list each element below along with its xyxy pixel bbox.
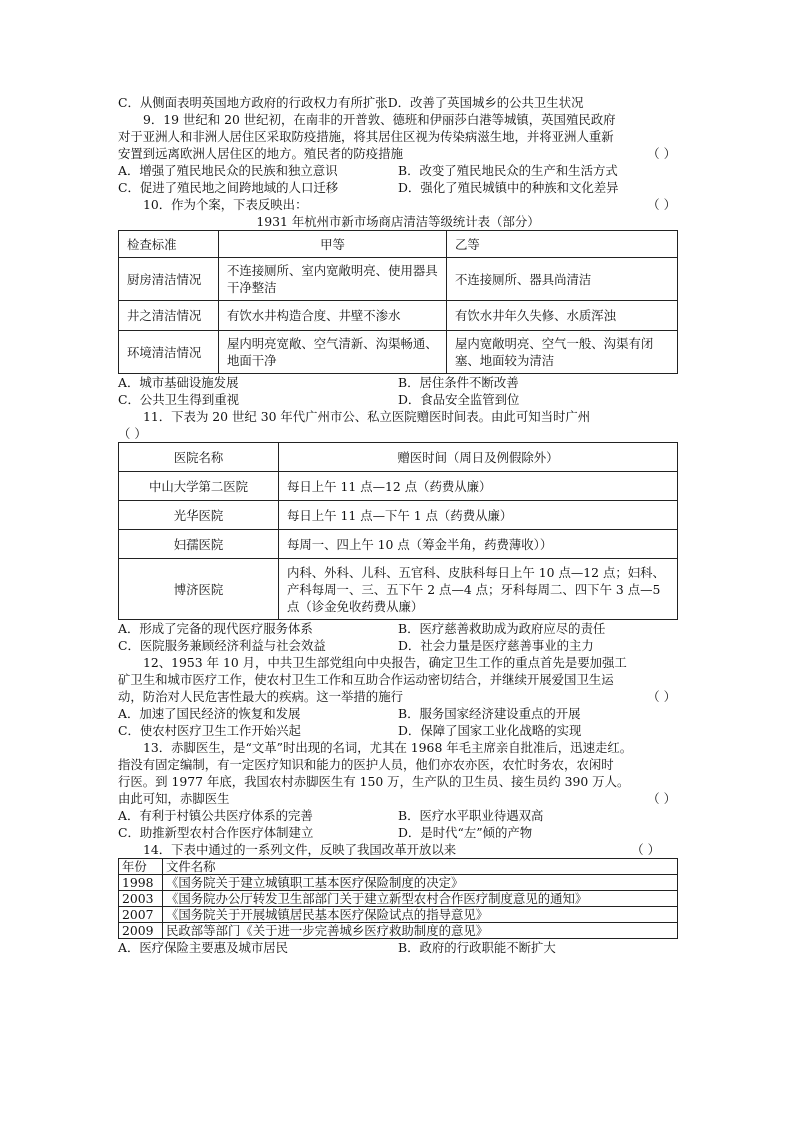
option-a: A．增强了殖民地民众的民族和独立意识	[118, 163, 338, 178]
option-c: C．使农村医疗卫生工作开始兴起	[118, 723, 301, 738]
table-header-cell: 检查标准	[119, 231, 219, 258]
table-header-cell: 文件名称	[163, 859, 678, 875]
table-caption: 1931 年杭州市新市场商店清洁等级统计表（部分）	[256, 214, 540, 229]
option-c: C．促进了殖民地之间跨地域的人口迁移	[118, 180, 339, 195]
option-row	[118, 374, 678, 391]
question-13	[118, 739, 678, 841]
question-stem-line: 13．赤脚医生，是“文革”时出现的名词，尤其在 1968 年毛主席亲自批准后，迅速走红。	[143, 740, 633, 755]
question-14	[118, 841, 678, 956]
table-cell: 2007	[119, 907, 163, 923]
hospital-table	[118, 442, 678, 620]
table-header-row	[119, 231, 678, 258]
cleanliness-table	[118, 230, 678, 374]
option-row	[118, 179, 678, 196]
question-stem-line	[118, 841, 678, 858]
table-cell: 《国务院关于建立城镇职工基本医疗保险制度的决定》	[163, 875, 678, 891]
exam-page	[118, 94, 678, 956]
option-row	[118, 620, 678, 637]
question-stem-line: 12、1953 年 10 月，中共卫生部党组向中央报告，确定卫生工作的重点首先是要加强工	[143, 655, 627, 670]
table-row	[119, 530, 678, 559]
policy-table	[118, 858, 678, 939]
option-c: C．公共卫生得到重视	[118, 392, 239, 407]
option-a: A．医疗保险主要惠及城市居民	[118, 940, 289, 955]
option-c: C．从侧面表明英国地方政府的行政权力有所扩张	[118, 95, 388, 110]
table-cell: 2009	[119, 923, 163, 939]
table-row	[119, 501, 678, 530]
question-stem-line	[118, 688, 678, 705]
table-cell: 光华医院	[119, 501, 279, 530]
option-row	[118, 824, 678, 841]
table-cell: 《国务院办公厅转发卫生部部门关于建立新型农村合作医疗制度意见的通知》	[163, 891, 678, 907]
answer-paren: （ ）	[647, 689, 676, 704]
table-cell: 妇孺医院	[119, 530, 279, 559]
question-stem-line	[118, 790, 678, 807]
question-stem-line: 对于亚洲人和非洲人居住区采取防疫措施，将其居住区视为传染病滋生地，并将亚洲人重新	[118, 129, 614, 144]
table-cell: 2003	[119, 891, 163, 907]
question-stem-text: 10．作为个案，下表反映出：	[143, 197, 308, 212]
table-cell: 每日上午 11 点—12 点（药费从廉）	[279, 472, 678, 501]
table-cell: 1998	[119, 875, 163, 891]
option-row	[118, 162, 678, 179]
table-header-cell: 乙等	[447, 231, 678, 258]
question-10	[118, 196, 678, 408]
question-stem-text: 安置到远离欧洲人居住区的地方。殖民者的防疫措施	[118, 146, 403, 161]
option-d: D．保障了国家工业化战略的实现	[398, 723, 582, 738]
question-stem-line	[118, 196, 678, 213]
option-row	[118, 637, 678, 654]
table-row	[119, 907, 678, 923]
option-row	[118, 939, 678, 956]
table-cell: 每日上午 11 点—下午 1 点（药费从廉）	[279, 501, 678, 530]
option-b: B．政府的行政职能不断扩大	[398, 940, 556, 955]
option-d: D．改善了英国城乡的公共卫生状况	[387, 95, 584, 110]
table-header-cell: 甲等	[219, 231, 447, 258]
option-c: C．助推新型农村合作医疗体制建立	[118, 825, 314, 840]
question-stem-text: 动，防治对人民危害性最大的疾病。这一举措的施行	[118, 689, 403, 704]
table-header-cell: 年份	[119, 859, 163, 875]
table-row	[119, 301, 678, 331]
option-d: D．强化了殖民城镇中的种族和文化差异	[398, 180, 619, 195]
option-b: B．居住条件不断改善	[398, 375, 519, 390]
table-cell: 内科、外科、儿科、五官科、皮肤科每日上午 10 点—12 点；妇科、产科每周一、三、五下午 2 点—4 点；牙科每周二、四下午 3 点—5 点（诊金免收药费从廉）	[279, 559, 678, 620]
prev-question-options	[118, 94, 678, 111]
table-row	[119, 258, 678, 301]
table-row	[119, 923, 678, 939]
table-cell: 环境清洁情况	[119, 331, 219, 374]
table-header-cell: 医院名称	[119, 443, 279, 472]
question-stem-line: 指没有固定编制，有一定医疗知识和能力的医护人员，他们亦农亦医，农忙时务农，农闲时	[118, 757, 614, 772]
option-a: A．形成了完备的现代医疗服务体系	[118, 621, 313, 636]
option-b: B．医疗慈善救助成为政府应尽的责任	[398, 621, 606, 636]
table-row	[119, 559, 678, 620]
table-cell: 每周一、四上午 10 点（筹金半角，药费薄收））	[279, 530, 678, 559]
question-stem-text: 由此可知，赤脚医生	[118, 791, 230, 806]
option-row	[118, 391, 678, 408]
question-stem-line: 9．19 世纪和 20 世纪初，在南非的开普敦、德班和伊丽莎白港等城镇，英国殖民政府	[143, 112, 616, 127]
question-stem-line	[118, 145, 678, 162]
table-cell: 厨房清洁情况	[119, 258, 219, 301]
option-d: D．食品安全监管到位	[398, 392, 520, 407]
table-cell: 井之清洁情况	[119, 301, 219, 331]
table-cell: 有饮水井构造合度、井壁不渗水	[219, 301, 447, 331]
option-a: A．有利于村镇公共医疗体系的完善	[118, 808, 313, 823]
question-11	[118, 408, 678, 654]
option-b: B．医疗水平职业待遇双高	[398, 808, 544, 823]
answer-paren: （ ）	[647, 146, 676, 161]
table-cell: 不连接厕所、室内宽敞明亮、使用器具干净整洁	[219, 258, 447, 301]
table-cell: 屋内明亮宽敞、空气清新、沟渠畅通、地面干净	[219, 331, 447, 374]
answer-paren: （ ）	[631, 842, 660, 857]
question-stem-line: 矿卫生和城市医疗工作，使农村卫生工作和互助合作运动密切结合，并继续开展爱国卫生运	[118, 672, 614, 687]
table-row	[119, 472, 678, 501]
table-cell: 《国务院关于开展城镇居民基本医疗保险试点的指导意见》	[163, 907, 678, 923]
option-b: B．改变了殖民地民众的生产和生活方式	[398, 163, 618, 178]
answer-paren: （ ）	[118, 426, 147, 441]
option-d: D．社会力量是医疗慈善事业的主力	[398, 638, 594, 653]
option-a: A．加速了国民经济的恢复和发展	[118, 706, 301, 721]
table-header-row	[119, 443, 678, 472]
answer-paren: （ ）	[647, 197, 676, 212]
option-row	[118, 722, 678, 739]
option-b: B．服务国家经济建设重点的开展	[398, 706, 581, 721]
option-row	[118, 807, 678, 824]
question-stem-line: 行医。到 1977 年底，我国农村赤脚医生有 150 万，生产队的卫生员、接生员约 390 万人。	[118, 774, 630, 789]
table-cell: 有饮水井年久失修、水质浑浊	[447, 301, 678, 331]
table-cell: 不连接厕所、器具尚清洁	[447, 258, 678, 301]
table-row	[119, 875, 678, 891]
option-row	[118, 705, 678, 722]
option-a: A．城市基础设施发展	[118, 375, 239, 390]
question-stem-text: 14．下表中通过的一系列文件，反映了我国改革开放以来	[143, 842, 457, 857]
table-header-cell: 赠医时间（周日及例假除外）	[279, 443, 678, 472]
table-cell: 博济医院	[119, 559, 279, 620]
question-stem-line: 11．下表为 20 世纪 30 年代广州市公、私立医院赠医时间表。由此可知当时广州	[143, 409, 591, 424]
table-cell: 民政部等部门《关于进一步完善城乡医疗救助制度的意见》	[163, 923, 678, 939]
question-9	[118, 111, 678, 196]
table-row	[119, 331, 678, 374]
table-row	[119, 891, 678, 907]
table-cell: 屋内宽敞明亮、空气一般、沟渠有闭塞、地面较为清洁	[447, 331, 678, 374]
answer-paren: （ ）	[647, 791, 676, 806]
table-cell: 中山大学第二医院	[119, 472, 279, 501]
question-12	[118, 654, 678, 739]
option-c: C．医院服务兼顾经济利益与社会效益	[118, 638, 326, 653]
table-header-row	[119, 859, 678, 875]
option-d: D．是时代“左”倾的产物	[398, 825, 533, 840]
